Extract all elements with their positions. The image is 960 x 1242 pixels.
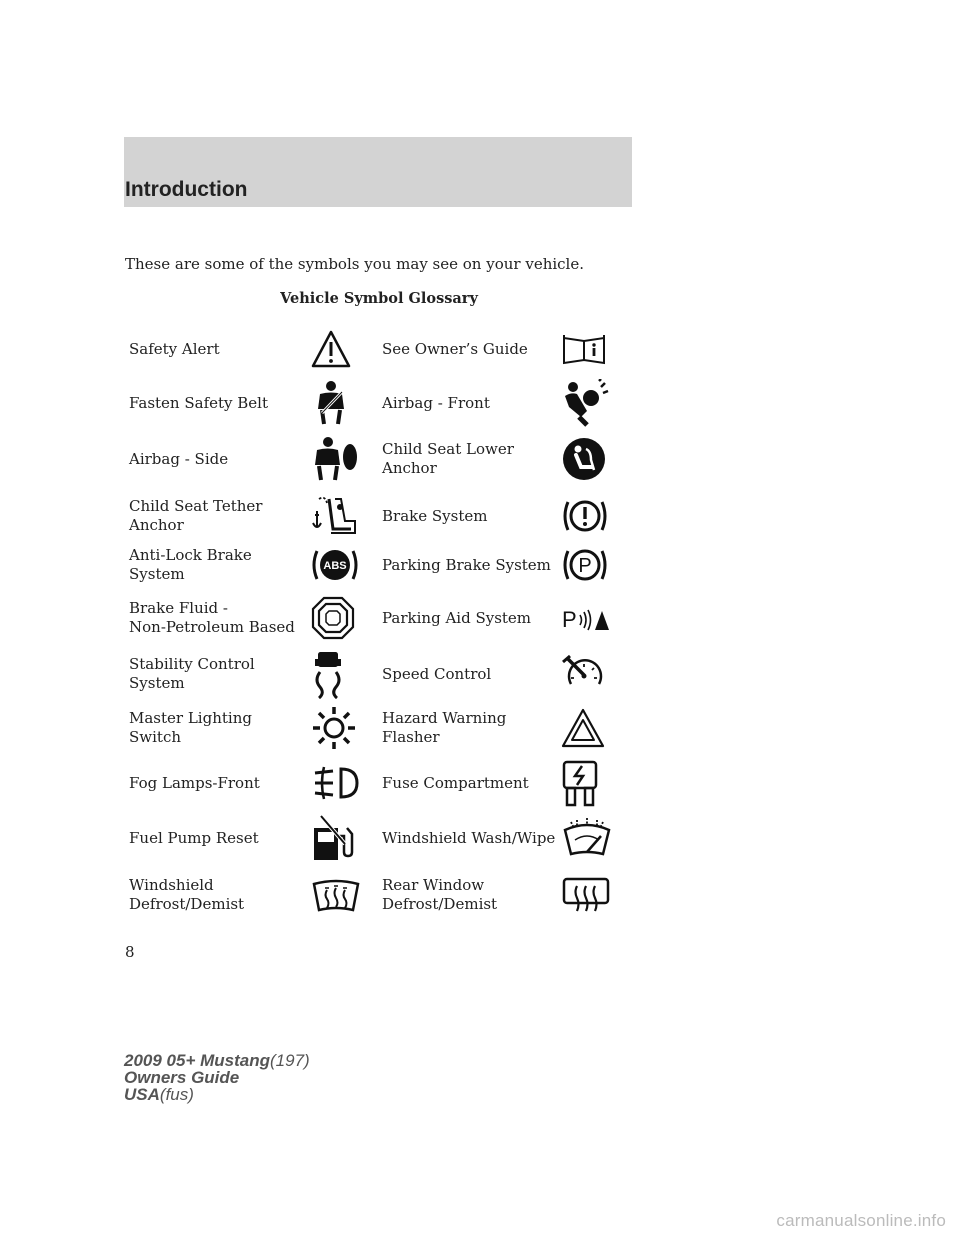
glossary-row — [129, 378, 629, 428]
speed-control-icon — [561, 648, 607, 700]
footer-market-code: (fus) — [159, 1085, 194, 1104]
abs-icon-text: ABS — [323, 560, 347, 572]
windshield-defrost-icon — [311, 866, 361, 924]
watermark: carmanualsonline.info — [776, 1211, 946, 1230]
fuse-compartment-icon — [561, 756, 599, 810]
footer-guide: Owners Guide — [124, 1068, 240, 1087]
airbag-front-icon — [561, 378, 609, 428]
glossary-row — [129, 648, 629, 700]
owners-guide-icon — [561, 320, 607, 378]
glossary-label: Airbag - Front — [382, 393, 490, 412]
glossary-row — [129, 866, 629, 924]
fuel-pump-reset-icon — [311, 810, 355, 866]
glossary-label: Safety Alert — [129, 339, 220, 358]
parking-brake-icon-text: P — [578, 555, 592, 577]
glossary-row — [129, 542, 629, 588]
glossary-label: Fuse Compartment — [382, 773, 529, 792]
parking-aid-icon-text: P — [562, 607, 577, 632]
glossary-row — [129, 428, 629, 490]
footer-model-code: (197) — [270, 1051, 310, 1070]
glossary-title: Vehicle Symbol Glossary — [280, 290, 478, 307]
glossary-label: Master Lighting Switch — [129, 709, 252, 746]
intro-text: These are some of the symbols you may see on your vehicle. — [125, 255, 584, 273]
footer-market: USA — [124, 1085, 160, 1104]
rear-defrost-icon — [561, 866, 611, 924]
glossary-label: Speed Control — [382, 664, 492, 683]
glossary-row — [129, 810, 629, 866]
document-footer — [124, 1052, 310, 1103]
brake-fluid-icon — [311, 588, 355, 648]
parking-aid-icon — [561, 588, 611, 648]
glossary-label: See Owner’s Guide — [382, 339, 528, 358]
footer-model: 2009 05+ Mustang — [124, 1051, 270, 1070]
glossary-row — [129, 588, 629, 648]
glossary-label: Fog Lamps-Front — [129, 773, 260, 792]
glossary-label: Anti-Lock Brake System — [129, 546, 252, 583]
brake-system-icon — [561, 490, 609, 542]
parking-brake-icon — [561, 542, 609, 588]
child-seat-tether-anchor-icon — [311, 490, 359, 542]
page-number: 8 — [125, 943, 135, 961]
lighting-switch-icon — [311, 700, 357, 756]
glossary-row — [129, 756, 629, 810]
glossary-label: Airbag - Side — [129, 449, 229, 468]
glossary-label: Rear Window Defrost/Demist — [382, 876, 498, 913]
glossary-label: Windshield Wash/Wipe — [382, 828, 556, 847]
glossary-label: Hazard Warning Flasher — [382, 709, 507, 746]
stability-control-icon — [311, 648, 345, 700]
section-title: Introduction — [125, 178, 248, 201]
glossary-row — [129, 700, 629, 756]
glossary-row — [129, 490, 629, 542]
glossary-label: Windshield Defrost/Demist — [129, 876, 245, 913]
glossary-label: Brake System — [382, 506, 488, 525]
safety-alert-icon — [311, 320, 351, 378]
glossary-label: Fuel Pump Reset — [129, 828, 259, 847]
hazard-flasher-icon — [561, 700, 605, 756]
fog-lamps-icon — [311, 756, 361, 810]
glossary-row — [129, 320, 629, 378]
glossary-label: Parking Brake System — [382, 555, 551, 574]
windshield-wash-icon — [561, 810, 613, 866]
abs-icon — [311, 542, 359, 588]
glossary-label: Child Seat Lower Anchor — [382, 440, 514, 477]
glossary-label: Fasten Safety Belt — [129, 393, 269, 412]
glossary-label: Stability Control System — [129, 655, 255, 692]
glossary-label: Child Seat Tether Anchor — [129, 497, 263, 534]
child-seat-lower-anchor-icon — [561, 428, 607, 490]
safety-belt-icon — [311, 378, 351, 428]
glossary-label: Parking Aid System — [382, 608, 532, 627]
airbag-side-icon — [311, 428, 359, 490]
glossary-label: Brake Fluid - Non-Petroleum Based — [129, 599, 295, 636]
